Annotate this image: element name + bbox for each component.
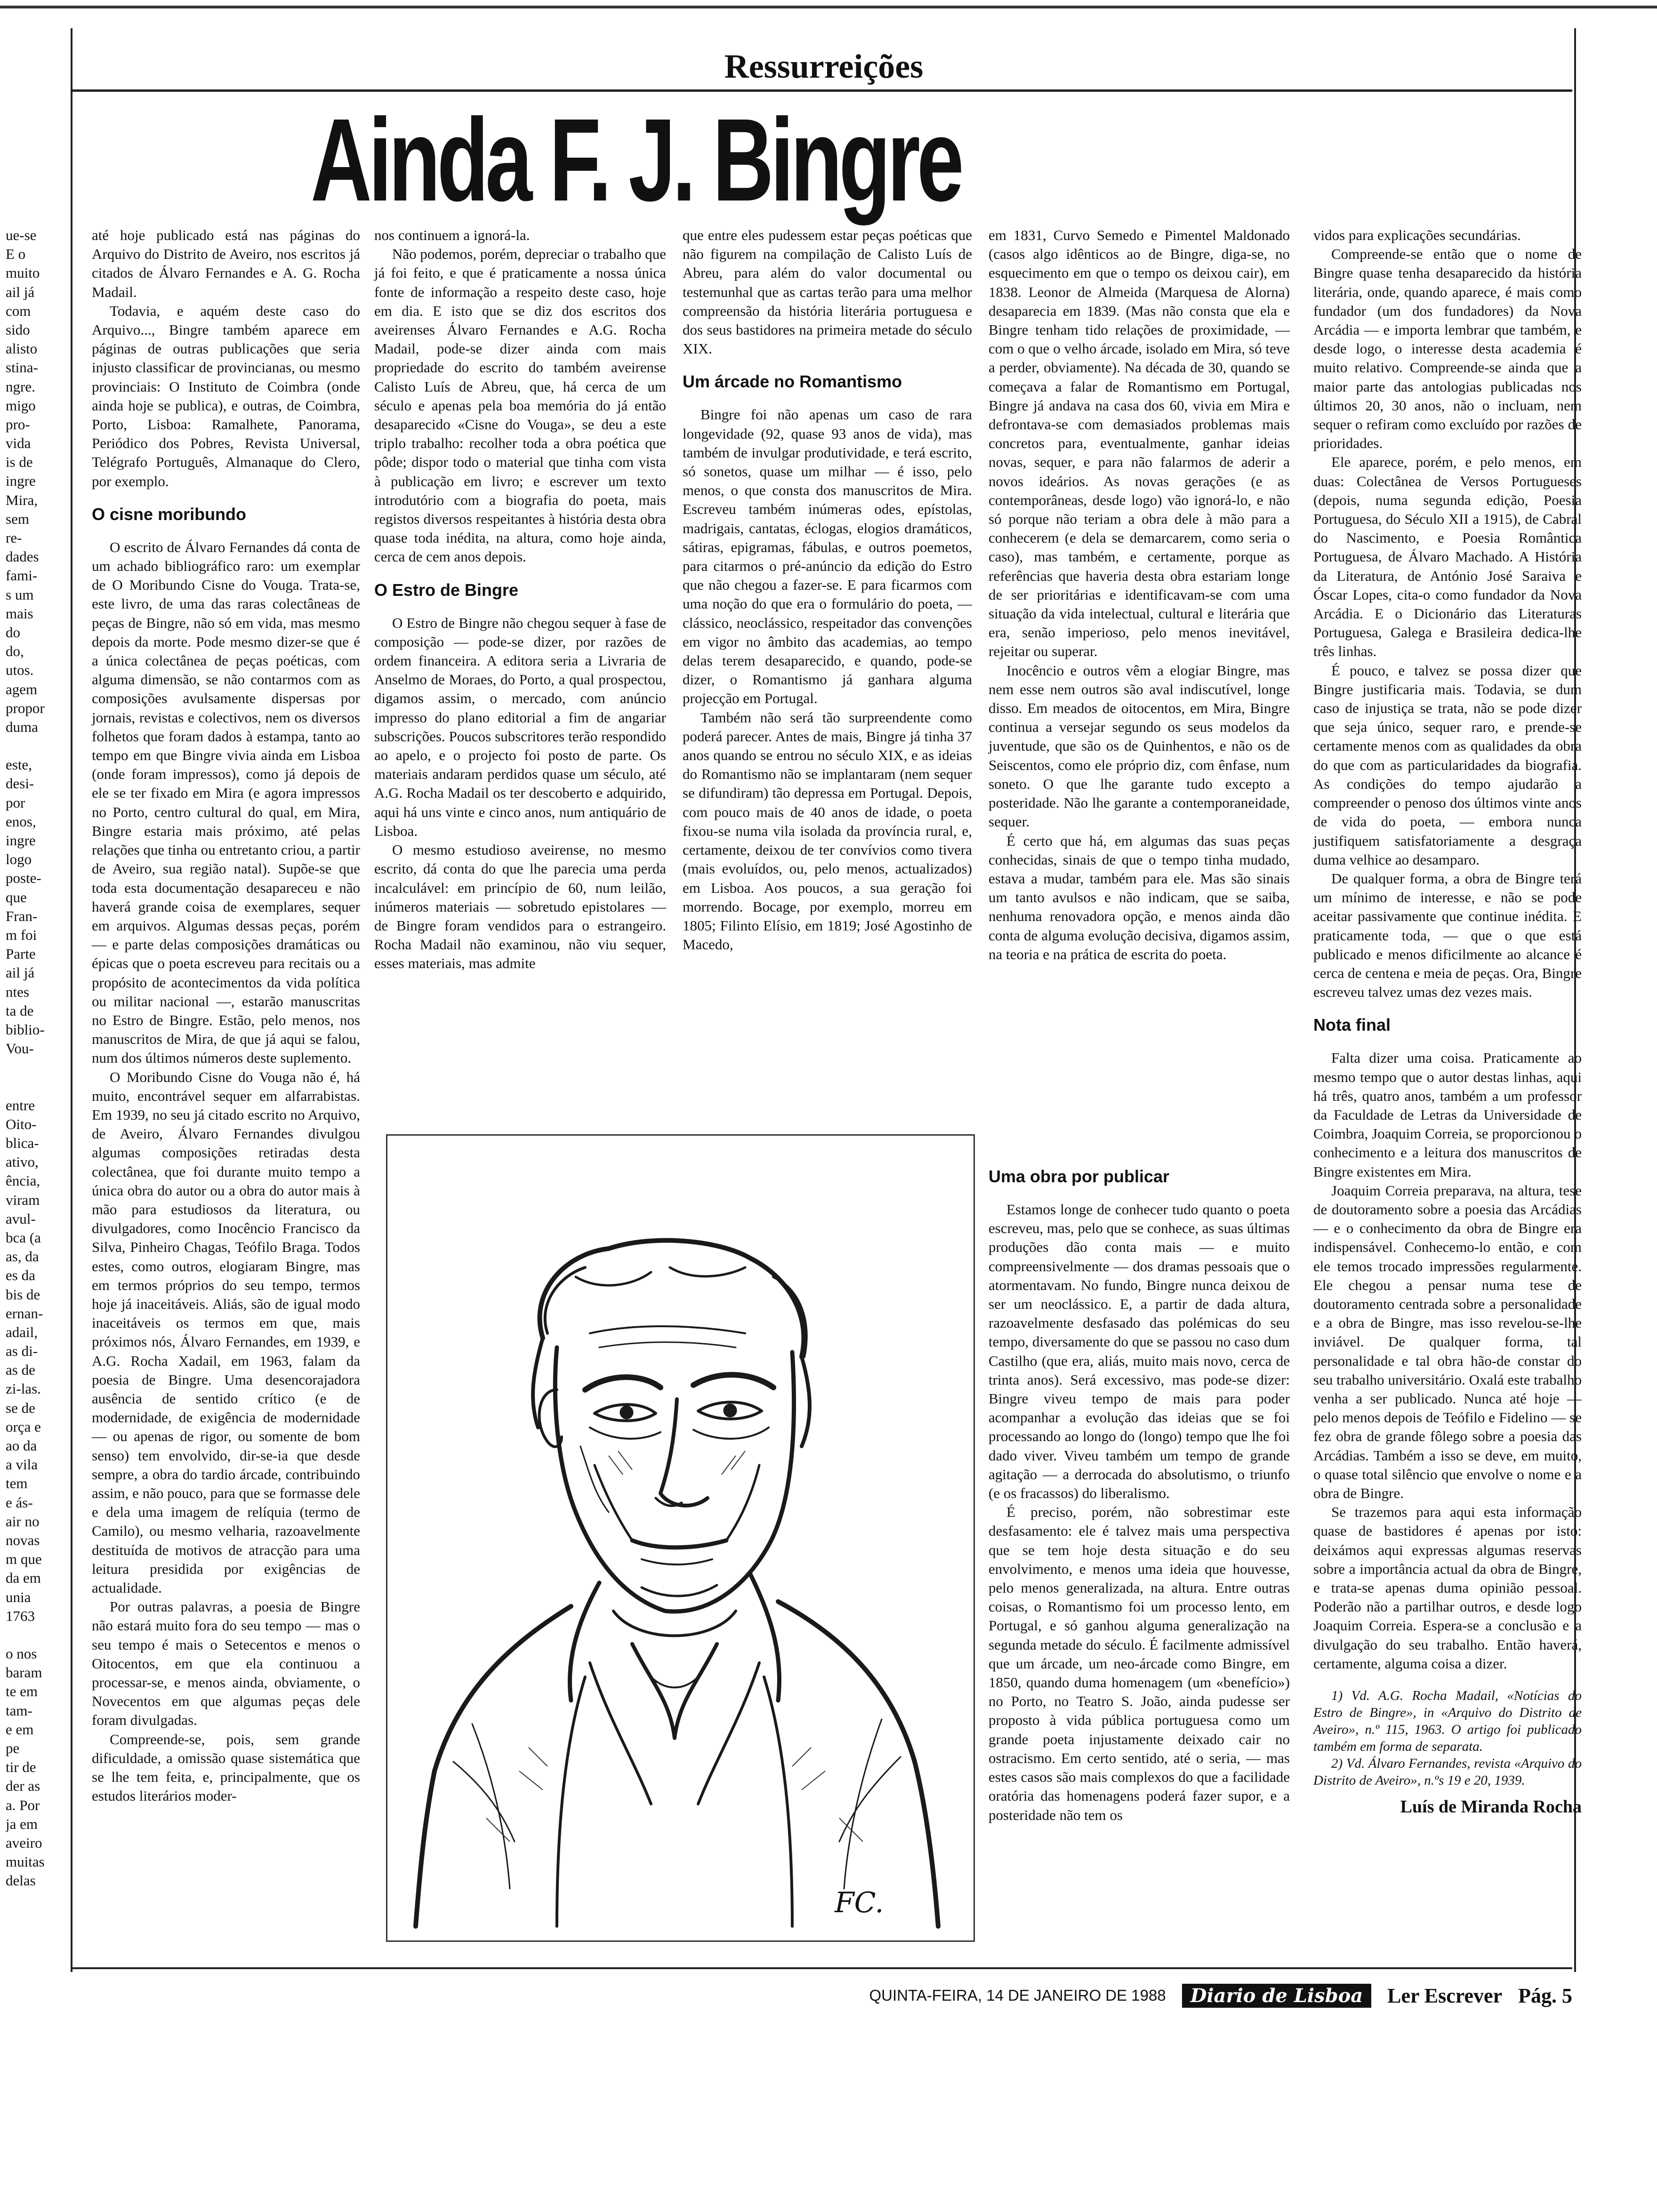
fragment-line: a vila (6, 1456, 38, 1473)
fragment-line: E o (6, 246, 26, 263)
fragment-line: tam- (6, 1702, 32, 1719)
paragraph: vidos para explicações secundárias. (1313, 227, 1521, 243)
top-rule (0, 6, 1657, 8)
paragraph: que entre eles pudessem estar peças poéticas que não figurem na compilação de Calisto Luís de Abreu, para além do valor documental ou testemunhal que as cartas terão para uma melhor compreensão da história literária portuguesa e dos seus bastidores na primeira metade do século XIX. (683, 227, 972, 357)
paragraph: O Estro de Bingre não chegou sequer à fase de composição — pode-se dizer, por razões de ordem financeira. A editora seria a Livraria de Anselmo de Moraes, do Porto, a qual prospectou, digamos assim, o mercado, com anúncio impresso do plano editorial a fim de angariar subscrições. Poucos subscritores terão respondido ao apelo, e o projecto foi posto de parte. Os materiais andaram perdidos quase um século, até A.G. Rocha Madail os ter descoberto e adquirido, aqui há uns vinte e cinco anos, num antiquário de Lisboa. (374, 614, 666, 839)
fragment-line: poste- (6, 870, 41, 887)
fragment-line: zi-las. (6, 1380, 41, 1397)
subheading: O Estro de Bingre (374, 580, 519, 600)
portrait-illustration (386, 1134, 975, 1942)
fragment-line: is de (6, 454, 33, 471)
fragment-line: e em (6, 1721, 34, 1738)
fragment-line: unia (6, 1588, 31, 1605)
fragment-line: com (6, 302, 31, 319)
fragment-line: do, (6, 643, 24, 660)
fragment-line: as di- (6, 1343, 38, 1360)
fragment-line: air no (6, 1513, 40, 1530)
fragment-line: bca (a (6, 1229, 41, 1246)
fragment-line: desi- (6, 775, 34, 792)
paragraph: De qualquer forma, a obra de Bingre terá um mínimo de interesse, e não se pode aceitar passivamente que continue inédita. E praticamente toda, — que o que está publicado e menos dificilmente ao alcance é cerca de centena e meia de peças. Ora, Bingre escreveu talvez umas dez vezes mais. (1313, 870, 1582, 1001)
fragment-line: enos, (6, 813, 36, 830)
fragment-line: tem (6, 1475, 28, 1492)
section-header: Ressurreições (724, 48, 924, 85)
footnotes (1313, 1687, 1582, 1815)
newspaper-masthead: Diario de Lisboa (1182, 1984, 1371, 2008)
paragraph: em 1831, Curvo Semedo e Pimentel Maldonado (casos algo idênticos ao de Bingre, diga-se, no esquecimento em que o tempo os deixou cair), em 1838. Leonor de Almeida (Marquesa de Alorna) desaparecia em 1839. (Mas não consta que ela e Bingre tenham tido relações de proximidade, — com o que o velho árcade, isolado em Mira, só teve a perder, obviamente). Na década de 30, quando se começava a falar de Romantismo em Portugal, Bingre já andava na casa dos 60, vivia em Mira e defrontava-se com demasiados problemas mais concretos para, eventualmente, ganhar ideias novas, sequer, e para não falarmos de aderir a novos ideários. As novas gerações (e as contemporâneas, desde logo) vão ignorá-lo, e não só porque não teriam a obra dele à mão para a conhecerem (e dela se demarcarem, como seria o caso), mas também, e certamente, porque as referências que haveria desta obra estariam longe de ser prioritárias e identificavam-se com uma situação da vida intelectual, cultural e literária que era, senão imperioso, pelo menos inevitável, rejeitar ou superar. (989, 227, 1290, 660)
fragment-line: ingre (6, 473, 36, 489)
fragment-line: blica- (6, 1135, 39, 1151)
paragraph: Se trazemos para aqui esta informação quase de bastidores é apenas por isto: deixámos aqui expressas algumas reservas sobre a importância actual da obra de Bingre, e trata-se apenas duma opinião pessoal. Poderão não a partilhar outros, e desde logo Joaquim Correia. Espera-se a conclusão e a divulgação do seu trabalho. Então haverá, certamente, alguma coisa a dizer. (1313, 1504, 1582, 1672)
paragraph: Estamos longe de conhecer tudo quanto o poeta escreveu, mas, pelo que se conhece, as suas últimas produções dão conta mais — e muito compreensivelmente — dos dramas pessoais que o atormentavam. No fundo, Bingre nunca deixou de ser um neoclássico. E, a partir de dada altura, razoavelmente desfasado das polémicas do seu tempo, diversamente do que se passou no caso dum Castilho (que era, aliás, muito mais novo, cerca de trinta anos). Será excessivo, mas pode-se dizer: Bingre viveu tempo de mais para poder acompanhar a evolução das ideias que se foi processando ao longo do (longo) tempo que lhe foi dado viver. Viveu também um tempo de grande agitação — a derrocada do absolutismo, o triunfo (e os fracassos) do liberalismo. (989, 1201, 1290, 1502)
fragment-line: ernan- (6, 1305, 43, 1322)
fragment-line: alisto (6, 340, 38, 357)
fragment-line: Vou- (6, 1040, 34, 1057)
fragment-line: utos. (6, 662, 34, 679)
fragment-line: muitas (6, 1853, 45, 1870)
fragment-line: orça e (6, 1418, 41, 1435)
fragment-line: se de (6, 1399, 35, 1416)
fragment-line: sem (6, 510, 29, 527)
fragment-line: Oito- (6, 1115, 37, 1132)
fragment-line: ingre (6, 832, 36, 849)
fragment-line: o nos (6, 1645, 37, 1662)
page-number: Pág. 5 (1518, 1984, 1572, 2007)
paragraph: Inocêncio e outros vêm a elogiar Bingre, mas nem esse nem outros são aval indiscutível, longe disso. Em meados de oitocentos, em Mira, Bingre continua a versejar segundo os seus modelos da juventude, que são os de Quinhentos, e não os de Seiscentos, como ele próprio diz, com ênfase, num soneto. O que lhe garante tudo excepto a posteridade. Não lhe garante a contemporaneidade, sequer. (989, 662, 1290, 830)
fragment-line: tir de (6, 1759, 36, 1776)
paragraph: Compreende-se então que o nome de Bingre quase tenha desaparecido da história literária, onde, quando aparece, é mais como fundador (um dos fundadores) da Nova Arcádia — e importa lembrar que também, e desde logo, o interesse desta academia é muito relativo. Compreende-se ainda que a maior parte das antologias publicadas nos últimos 20, 30 anos, não o incluam, nem sequer o refiram como excluído por razões de prioridades. (1313, 246, 1582, 452)
supplement-name: Ler Escrever (1387, 1984, 1503, 2007)
subheading: Nota final (1313, 1015, 1391, 1035)
fragment-line: Fran- (6, 907, 38, 924)
paragraph: É preciso, porém, não sobrestimar este desfasamento: ele é talvez mais uma perspectiva que se tem hoje desta situação e do seu envolvimento, e menos uma ideia que houvesse, pelo menos generalizada, na altura. Entre outras coisas, o Romantismo foi um processo lento, em Portugal, e só ganhou alguma generalização na segunda metade do século. É facilmente admissível que um árcade, um neo-árcade como Bingre, em 1850, quando duma homenagem (um «benefício») no Porto, no Teatro S. João, ainda pudesse ser proposto à vida pública portuguesa como um grande poeta injustamente deixado cair no ostracismo. Em certo sentido, até o seria, — mas estes casos são mais complexos do que a facilidade oratória das homenagens poderá fazer supor, e a posteridade não tem os (989, 1504, 1290, 1823)
fragment-line: por (6, 794, 25, 811)
fragment-line: sido (6, 321, 30, 338)
fragment-line: re- (6, 529, 22, 546)
fragment-line (6, 1058, 67, 1077)
paragraph: Também não será tão surpreendente como poderá parecer. Antes de mais, Bingre já tinha 37 anos quando se entrou no século XIX, e as ideias do Romantismo não se implantaram (nem sequer se difundiram) tão depressa em Portugal. Depois, com pouco mais de 40 anos de idade, o poeta fixou-se numa vila isolada da província rural, e, certamente, deixou de ter convívios como tivera (mais evoluídos, ou, pelo menos, actualizados) em Lisboa. Aos poucos, a sua geração foi morrendo. Bocage, por exemplo, morreu em 1805; Filinto Elísio, em 1819; José Agostinho de Macedo, (683, 709, 972, 953)
fragment-line: adail, (6, 1323, 38, 1340)
fragment-line: Mira, (6, 491, 38, 508)
fragment-line: agem (6, 681, 38, 697)
footnote: 2) Vd. Álvaro Fernandes, revista «Arquivo do Distrito de Aveiro», n.ºs 19 e 20, 1939. (1313, 1756, 1582, 1788)
paragraph: Ele aparece, porém, e pelo menos, em duas: Colectânea de Versos Portugueses (depois, numa segunda edição, Poesia Portuguesa, do Século XII a 1915), de Cabral do Nascimento, e Poesia Romântica Portuguesa, de Álvaro Machado. A História da Literatura, de António José Saraiva e Óscar Lopes, cita-o como fundador da Nova Arcádia. E o Dicionário das Literaturas Portuguesa, Galega e Brasileira dedica-lhe três linhas. (1313, 454, 1582, 660)
fragment-line: entre (6, 1097, 35, 1114)
article-column-3 (683, 226, 972, 954)
article-column-5 (1313, 226, 1582, 1815)
fragment-line: novas (6, 1531, 40, 1548)
fragment-line: stina- (6, 359, 38, 376)
paragraph: Todavia, e aquém deste caso do Arquivo..., Bingre também aparece em páginas de outras publicações que seria injusto classificar de provincianas, ou mesmo provinciais: O Instituto de Coimbra (onde ainda hoje se publica), e outras, de Coimbra, Porto, Lisboa: Ramalhete, Panorama, Periódico dos Pobres, Revista Universal, Telégrafo Português, Almanaque do Clero, por exemplo. (92, 302, 360, 489)
fragment-line: ue-se (6, 227, 37, 243)
fragment-line: es da (6, 1267, 35, 1284)
fragment-line: vida (6, 435, 31, 452)
fragment-line: delas (6, 1872, 36, 1889)
section-rule (71, 89, 1572, 92)
fragment-line: viram (6, 1191, 40, 1208)
portrait-signature: FC. (835, 1886, 884, 1919)
fragment-line: da em (6, 1570, 41, 1587)
fragment-line: do (6, 624, 20, 641)
fragment-line: ativo, (6, 1154, 39, 1170)
fragment-line: der as (6, 1778, 40, 1795)
author-byline: Luís de Miranda Rocha (1400, 1797, 1582, 1817)
fragment-line: ta de (6, 1002, 34, 1019)
paragraph: até hoje publicado está nas páginas do Arquivo do Distrito de Aveiro, nos escritos já citados de Álvaro Fernandes e A. G. Rocha Madail. (92, 227, 360, 300)
fragment-line: e ás- (6, 1494, 33, 1511)
paragraph: Falta dizer uma coisa. Praticamente ao mesmo tempo que o autor destas linhas, aqui há três, quatro anos, também a um professor da Faculdade de Letras da Universidade de Coimbra, Joaquim Correia, se proporcionou o conhecimento e a leitura dos manuscritos de Bingre existentes em Mira. (1313, 1050, 1582, 1180)
fragment-line: avul- (6, 1210, 36, 1227)
fragment-line: m que (6, 1551, 42, 1568)
fragment-line: mais (6, 605, 33, 622)
fragment-line: fami- (6, 567, 38, 584)
fragment-line: pe (6, 1740, 20, 1756)
fragment-line: 1763 (6, 1607, 35, 1624)
paragraph: Compreende-se, pois, sem grande dificuldade, a omissão quase sistemática que se lhe tem feita, e, principalmente, que os estudos literários moder- (92, 1731, 360, 1804)
fragment-line (6, 1077, 67, 1096)
paragraph: Joaquim Correia preparava, na altura, tese de doutoramento sobre a poesia das Arcádias — e o conhecimento da obra de Bingre era indispensável. Conhecemo-lo então, e com ele temos trocado impressões regularmente. Ele chegou a pensar numa tese de doutoramento centrada sobre a personalidade e a obra de Bingre, mas isso revelou-se-lhe inviável. De qualquer forma, tal personalidade e tal obra hão-de constar do seu trabalho universitário. Oxalá este trabalho venha a ser publicado. Nunca até hoje — pelo menos depois de Teófilo e Fidelino — se fez obra de grande fôlego sobre a poesia das Arcádias. Também a isso se deve, em muito, o quase total silêncio que envolve o nome e a obra de Bingre. (1313, 1182, 1582, 1501)
paragraph: É pouco, e talvez se possa dizer que Bingre justificaria mais. Todavia, se dum caso de injustiça se trata, não se pode dizer que seja único, sequer raro, e prende-se certamente menos com as qualidades da obra do que com as particularidades da biografia. As condições do tempo ajudarão a compreender o penoso dos últimos vinte anos de vida do poeta, — embora nunca justifiquem satisfatoriamente a desgraça duma velhice ao desamparo. (1313, 662, 1582, 868)
fragment-line: que (6, 889, 27, 906)
fragment-line: propor (6, 699, 45, 716)
paragraph: O Moribundo Cisne do Vouga não é, há muito, encontrável sequer em alfarrabistas. Em 1939, no seu já citado escrito no Arquivo, de Aveiro, Álvaro Fernandes divulgou algumas composições retiradas desta colectânea, que foi durante muito tempo a única obra do autor ou a obra do autor mais à mão para estudiosos da literatura, ou divulgadores, como Inocêncio Francisco da Silva, Pinheiro Chagas, Teófilo Braga. Todos estes, como outros, elogiaram Bingre, mas em termos próprios do seu tempo, termos hoje já inaceitáveis. Aliás, são de igual modo inaceitáveis os termos em que, mais próximos nós, Álvaro Fernandes, em 1939, e A.G. Rocha Xadail, em 1963, falam da poesia de Bingre. Uma desencorajadora ausência de sentido crítico (e de modernidade, de exigência de modernidade — ou apenas de rigor, ou somente de bom senso) tem envolvido, dir-se-ia que desde sempre, a obra do tardio árcade, contribuindo assim, e não pouco, para que se formasse dele e dela uma imagem de relíquia (termo de Camilo), ou mesmo velharia, razoavelmente destituída de motivos de atracção para uma leitura presidida por exigências de actualidade. (92, 1068, 360, 1596)
paragraph: Bingre foi não apenas um caso de rara longevidade (92, quase 93 anos de vida), mas também de invulgar produtividade, e terá escrito, só sonetos, quase um milhar — é isso, pelo menos, o que consta dos manuscritos de Mira. Escreveu também inúmeras odes, epístolas, madrigais, cantatas, éclogas, elogios dramáticos, sátiras, epigramas, fábulas, e outros poemetos, para citarmos o pré-anúncio da edição do Estro que não chegou a fazer-se. E para ficarmos com uma noção do que era o formulário do poeta, — clássico, neoclássico, respeitador das convenções em vigor no âmbito das academias, ao tempo delas terem desaparecido, e quando, pode-se dizer, o Romantismo já ganhara alguma projecção em Portugal. (683, 406, 972, 707)
fragment-line: biblio- (6, 1021, 45, 1038)
footnote: 1) Vd. A.G. Rocha Madail, «Notícias do Estro de Bingre», in «Arquivo do Distrito de Aveiro», n.º 115, 1963. O artigo foi publicado também em forma de separata. (1313, 1688, 1582, 1755)
fragment-line: ail já (6, 283, 35, 300)
subheading: Uma obra por publicar (989, 1167, 1170, 1186)
fragment-line: ao da (6, 1437, 37, 1454)
article-column-4-lower (989, 1153, 1290, 1825)
fragment-line: Parte (6, 946, 36, 962)
fragment-line: muito (6, 264, 40, 281)
headline: Ainda F. J. Bingre (311, 94, 961, 225)
page-footer (847, 1981, 1572, 2010)
fragment-line: duma (6, 718, 38, 735)
fragment-line: a. Por (6, 1796, 40, 1813)
paragraph: Não podemos, porém, depreciar o trabalho que já foi feito, e que é praticamente a nossa única fonte de informação a respeito deste caso, hoje em dia. E isto que se diz dos escritos dos aveirenses Álvaro Fernandes e A.G. Rocha Madail, pode-se dizer ainda com mais propriedade do escrito do também aveirense Calisto Luís de Abreu, que, há cerca de um século e apenas pela boa memória do já então desaparecido «Cisne do Vouga», se deu a este triplo trabalho: recolher toda a obra poética que pôde; dispor todo o material que tinha com vista à publicação em livro; e escrever um texto introdutório com a biografia do poeta, mais registos diversos respeitantes à história desta obra quase toda inédita, na altura, como hoje ainda, cerca de cem anos depois. (374, 246, 666, 565)
fragment-line: aveiro (6, 1834, 42, 1851)
fragment-line (6, 1626, 67, 1644)
fragment-line: ntes (6, 983, 29, 1000)
fragment-line: migo (6, 397, 36, 414)
adjacent-column-fragments (6, 226, 67, 1891)
fragment-line: ail já (6, 964, 35, 981)
fragment-line (6, 737, 67, 755)
footer-rule (71, 1967, 1572, 1969)
fragment-line: bis de (6, 1286, 40, 1303)
fragment-line: ja em (6, 1815, 38, 1832)
subheading: Um árcade no Romantismo (683, 372, 902, 392)
paragraph: O mesmo estudioso aveirense, no mesmo escrito, dá conta do que lhe parecia uma perda incalculável: em princípio de 60, num leilão, inúmeros materiais — sobretudo epistolares — de Bingre foram vendidos para o estrangeiro. Rocha Madail não examinou, não viu sequer, esses materiais, mas admite (374, 842, 666, 972)
fragment-line: s um (6, 586, 34, 603)
article-column-4 (989, 226, 1290, 964)
fragment-line: pro- (6, 416, 30, 433)
article-column-1 (92, 226, 360, 1805)
fragment-line: m foi (6, 926, 37, 943)
paragraph: nos continuem a ignorá-la. (374, 227, 530, 243)
fragment-line: as, da (6, 1248, 39, 1265)
bingre-portrait-drawing (387, 1136, 973, 1940)
fragment-line: as de (6, 1362, 35, 1378)
fragment-line: este, (6, 756, 32, 773)
subheading: O cisne moribundo (92, 504, 247, 524)
publication-date: QUINTA-FEIRA, 14 DE JANEIRO DE 1988 (869, 1987, 1166, 2004)
paragraph: Por outras palavras, a poesia de Bingre não estará muito fora do seu tempo — mas o seu tempo é mais o Setecentos e menos o Oitocentos, em que ela continuou a processar-se, e menos ainda, obviamente, o Novecentos em que algumas peças dele foram divulgadas. (92, 1598, 360, 1729)
fragment-line: ência, (6, 1172, 40, 1189)
fragment-line: te em (6, 1683, 38, 1700)
paragraph: É certo que há, em algumas das suas peças conhecidas, sinais de que o tempo tinha mudado, estava a mudar, também para ele. Mas são sinais um tanto avulsos e não indicam, que se saiba, nenhuma renovadora opção, e menos ainda dão conta de alguma evolução decisiva, digamos assim, na teoria e na prática de escrita do poeta. (989, 832, 1290, 962)
fragment-line: dades (6, 548, 39, 565)
fragment-line: logo (6, 851, 32, 868)
fragment-line: baram (6, 1664, 42, 1681)
paragraph: O escrito de Álvaro Fernandes dá conta de um achado bibliográfico raro: um exemplar de O Moribundo Cisne do Vouga. Trata-se, este livro, de uma das raras colectâneas de peças de Bingre, não só em vida, mas mesmo depois da morte. Pode mesmo dizer-se que é a única colectânea de peças poéticas, com alguma dimensão, se não contarmos com as composições avulsamente dispersas por jornais, revistas e colectivos, nem os diversos folhetos que foram dados à estampa, tanto ao tempo em que Bingre vivia ainda em Lisboa (onde foram impressos), como já depois de ele se ter fixado em Mira (e agora impressos no Porto, centro cultural do qual, em Mira, Bingre estaria mais próximo, até pelas relações que tinha ou entretanto criou, a partir de Aveiro, sua região natal). Supõe-se que toda esta documentação desapareceu e não haverá grande coisa de exemplares, sequer em arquivos. Algumas dessas peças, porém — e parte delas composições dramáticas ou épicas que o poeta escreveu para recitais ou a propósito de acontecimentos da vida política ou militar nacional —, estarão manuscritas no Estro de Bingre. Estão, pelo menos, nos manuscritos de Mira, de que já aqui se falou, num dos últimos números deste suplemento. (92, 538, 360, 1066)
fragment-line: ngre. (6, 378, 35, 395)
article-column-2 (374, 226, 666, 973)
